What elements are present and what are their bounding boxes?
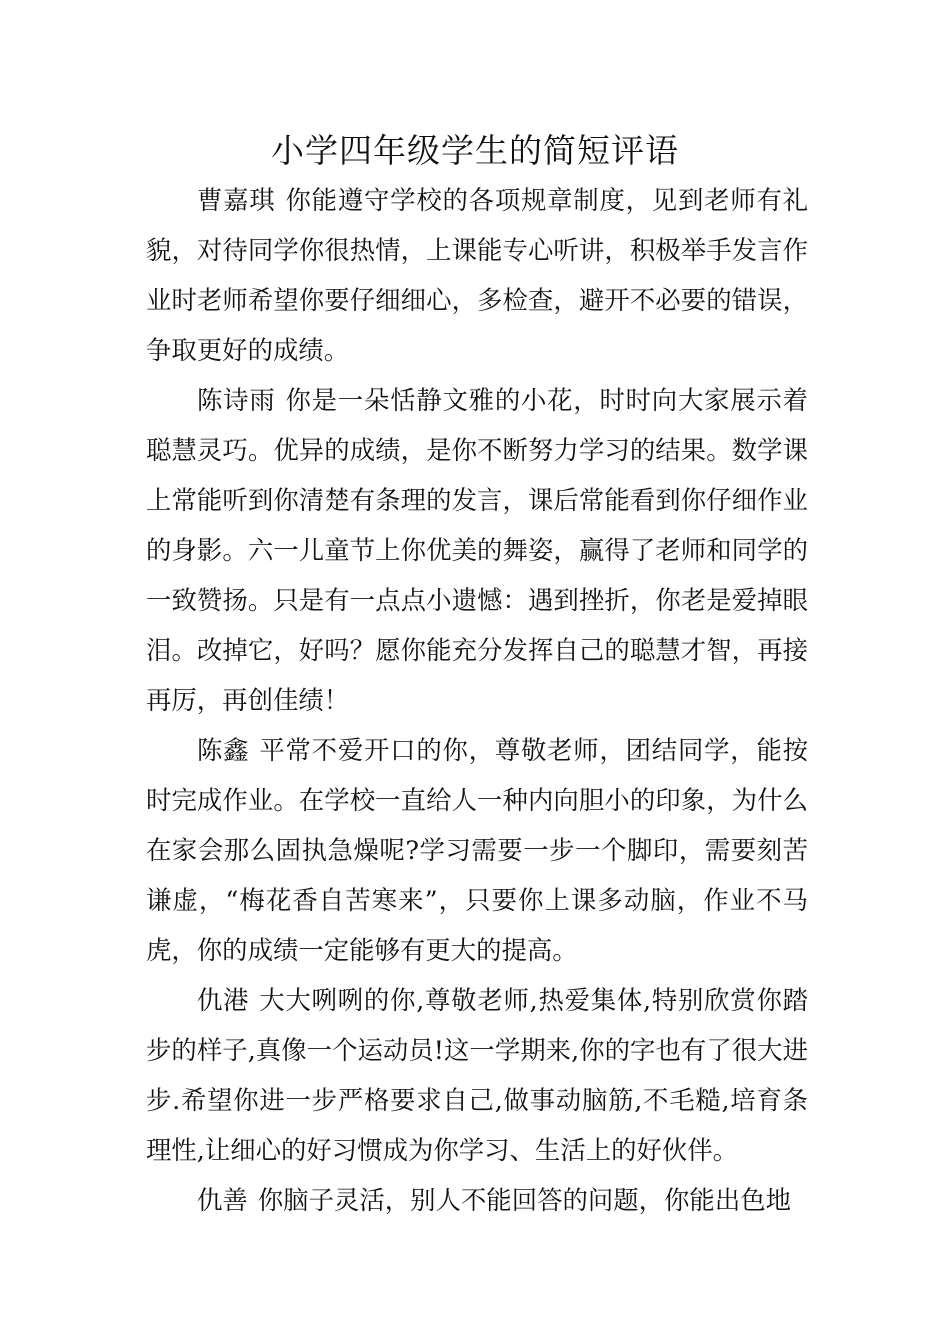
- comment-paragraph-chenxin: [146, 725, 808, 975]
- comment-paragraph-caojiaqi: [146, 175, 808, 375]
- comment-text: 大大咧咧的你,尊敬老师,热爱集体,特别欣赏你踏步的样子,真像一个运动员!这一学期来,你的字也有了很大进步.希望你进一步严格要求自己,做事动脑筋,不毛糙,培育条理性,让细心的好习惯成为你学习、生活上的好伙伴。: [146, 985, 808, 1165]
- comment-text: 你脑子灵活，别人不能回答的问题，你能出色地: [257, 1185, 791, 1215]
- document-body: [146, 175, 808, 1225]
- student-name: 仇善: [197, 1185, 248, 1215]
- student-name: 仇港: [197, 985, 250, 1015]
- student-name: 陈诗雨: [197, 385, 276, 415]
- student-name: 曹嘉琪: [197, 185, 276, 215]
- document-title: 小学四年级学生的简短评语: [271, 131, 679, 170]
- comment-paragraph-qiushan: [146, 1175, 808, 1225]
- comment-text: 平常不爱开口的你，尊敬老师，团结同学，能按时完成作业。在学校一直给人一种内向胆小的印象，为什么在家会那么固执急燥呢?学习需要一步一个脚印，需要刻苦谦虚，“梅花香自苦寒来”，只要你上课多动脑，作业不马虎，你的成绩一定能够有更大的提高。: [146, 735, 808, 965]
- comment-text: 你能遵守学校的各项规章制度，见到老师有礼貌，对待同学你很热情，上课能专心听讲，积极举手发言作业时老师希望你要仔细细心，多检查，避开不必要的错误，争取更好的成绩。: [146, 185, 809, 365]
- comment-paragraph-chenshiyu: [146, 375, 808, 725]
- student-name: 陈鑫: [197, 735, 250, 765]
- comment-paragraph-qiugang: [146, 975, 808, 1175]
- comment-text: 你是一朵恬静文雅的小花，时时向大家展示着聪慧灵巧。优异的成绩，是你不断努力学习的结果。数学课上常能听到你清楚有条理的发言，课后常能看到你仔细作业的身影。六一儿童节上你优美的舞姿，赢得了老师和同学的一致赞扬。只是有一点点小遗憾：遇到挫折，你老是爱掉眼泪。改掉它，好吗？愿你能充分发挥自己的聪慧才智，再接再厉，再创佳绩！: [146, 385, 809, 715]
